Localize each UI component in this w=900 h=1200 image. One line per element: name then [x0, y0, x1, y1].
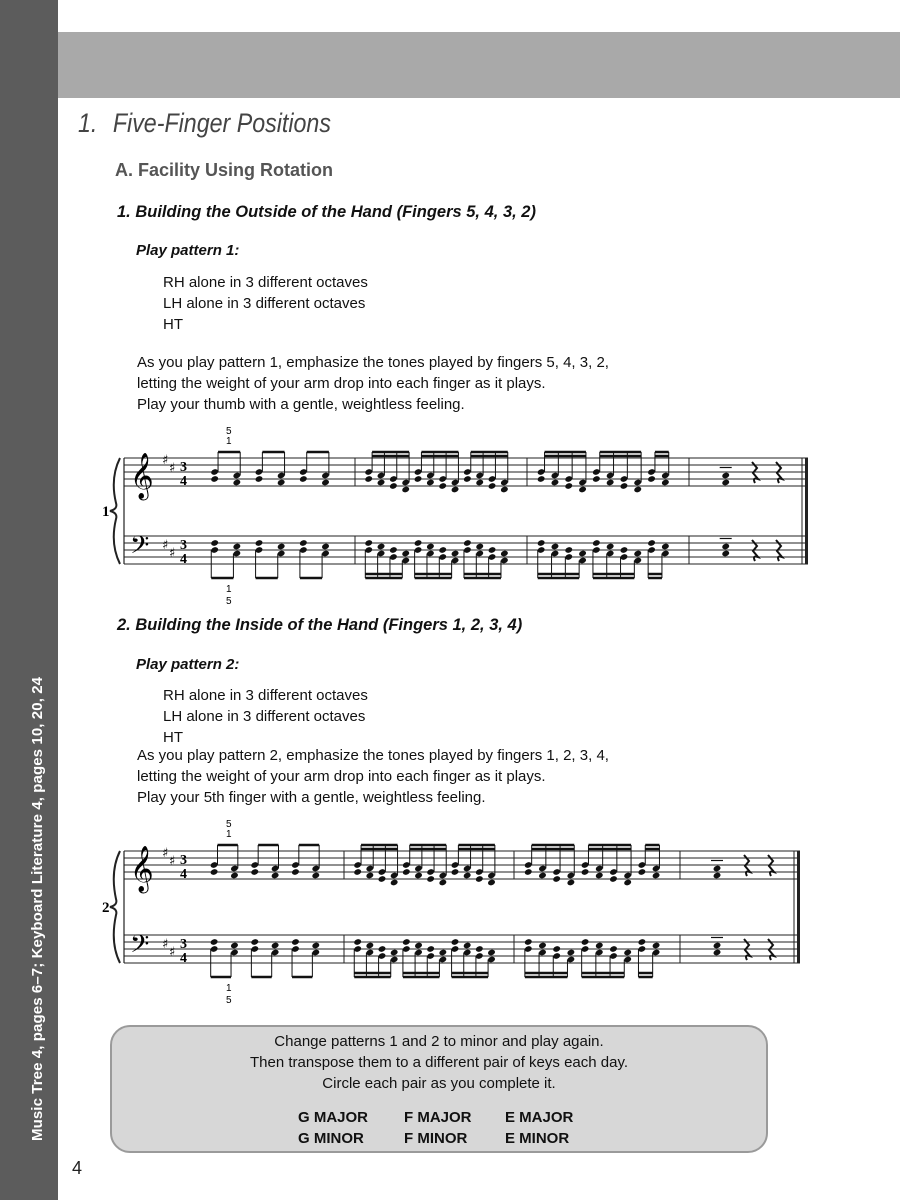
notehead — [364, 539, 373, 547]
notehead — [623, 949, 632, 957]
notehead — [377, 543, 386, 551]
notehead — [414, 539, 423, 547]
notehead — [487, 879, 496, 887]
notehead — [713, 949, 722, 957]
time-sig-bottom: 4 — [180, 951, 187, 966]
exercise-2-instruction: Play your 5th finger with a gentle, weightless feeling. — [137, 789, 486, 806]
exercise-2-pattern-label: Play pattern 2: — [136, 656, 240, 673]
notehead — [475, 875, 484, 883]
time-sig-bottom: 4 — [180, 474, 187, 489]
notehead — [277, 543, 286, 551]
time-sig-top: 3 — [180, 853, 187, 868]
notehead — [321, 543, 330, 551]
fingering: 1 — [226, 829, 232, 840]
notehead — [647, 475, 656, 483]
notehead — [299, 539, 308, 547]
exercise-1-step: LH alone in 3 different octaves — [163, 295, 366, 312]
notehead — [438, 546, 447, 554]
notehead — [538, 872, 547, 880]
notehead — [606, 479, 615, 487]
notehead — [321, 479, 330, 487]
book-reference: Music Tree 4, pages 6–7; Keyboard Literature 4, pages 10, 20, 24 — [29, 676, 46, 1141]
notehead — [475, 479, 484, 487]
sharp: ♯ — [169, 854, 176, 869]
notehead — [524, 938, 533, 946]
fingering: 5 — [226, 819, 232, 830]
notehead — [414, 475, 423, 483]
notehead — [366, 942, 375, 950]
fingering: 1 — [226, 584, 232, 595]
notehead — [551, 479, 560, 487]
treble-clef: 𝄞 — [130, 453, 154, 499]
fingering: 5 — [226, 426, 232, 437]
notehead — [401, 550, 410, 558]
notehead — [564, 546, 573, 554]
notehead — [475, 543, 484, 551]
notehead — [592, 475, 601, 483]
time-sig-bottom: 4 — [180, 552, 187, 567]
notehead — [487, 949, 496, 957]
notehead — [567, 879, 576, 887]
fingering: 1 — [226, 436, 232, 447]
notehead — [661, 479, 670, 487]
notehead — [210, 868, 219, 876]
notehead — [311, 872, 320, 880]
notehead — [426, 875, 435, 883]
notehead — [524, 868, 533, 876]
sharp: ♯ — [162, 538, 169, 553]
treble-clef: 𝄞 — [130, 846, 154, 892]
notehead — [609, 945, 618, 953]
notehead — [620, 546, 629, 554]
exercise-2-step: LH alone in 3 different octaves — [163, 708, 366, 725]
notehead — [538, 942, 547, 950]
sharp: ♯ — [162, 453, 169, 468]
key-f-major: F MAJOR — [404, 1109, 472, 1126]
notehead — [451, 486, 460, 494]
notehead — [552, 875, 561, 883]
notehead — [451, 550, 460, 558]
notehead — [500, 486, 509, 494]
notehead — [250, 938, 259, 946]
notehead — [500, 550, 509, 558]
system-number: 2 — [102, 900, 110, 916]
note-line: Change patterns 1 and 2 to minor and play again. — [274, 1033, 604, 1050]
page-number: 4 — [72, 1158, 83, 1178]
notehead — [647, 539, 656, 547]
key-g-minor: G MINOR — [298, 1130, 364, 1147]
notehead — [721, 472, 730, 480]
notehead — [250, 868, 259, 876]
note-line: Then transpose them to a different pair of keys each day. — [250, 1054, 628, 1071]
notehead — [463, 475, 472, 483]
notehead — [592, 539, 601, 547]
notehead — [551, 543, 560, 551]
notehead — [652, 872, 661, 880]
exercise-1-step: RH alone in 3 different octaves — [163, 274, 368, 291]
notehead — [366, 872, 375, 880]
notehead — [606, 543, 615, 551]
notehead — [609, 875, 618, 883]
notehead — [475, 945, 484, 953]
note-line: Circle each pair as you complete it. — [322, 1075, 556, 1092]
notehead — [463, 539, 472, 547]
notehead — [633, 550, 642, 558]
notehead — [713, 942, 722, 950]
notehead — [390, 949, 399, 957]
notehead — [463, 942, 472, 950]
sharp: ♯ — [169, 945, 176, 960]
notehead — [389, 482, 398, 490]
notehead — [451, 868, 460, 876]
notehead — [271, 942, 280, 950]
fingering: 1 — [226, 983, 232, 994]
notehead — [389, 546, 398, 554]
notehead — [378, 875, 387, 883]
sharp: ♯ — [169, 546, 176, 561]
notehead — [255, 539, 264, 547]
notehead — [377, 479, 386, 487]
music-system-2 — [100, 815, 820, 1010]
side-tab — [0, 0, 58, 1200]
time-sig-top: 3 — [180, 460, 187, 475]
exercise-2-title: 2. Building the Inside of the Hand (Fingers 1, 2, 3, 4) — [117, 616, 523, 634]
brace — [110, 458, 120, 564]
notehead — [713, 865, 722, 873]
sharp: ♯ — [162, 937, 169, 952]
exercise-1-pattern-label: Play pattern 1: — [136, 242, 240, 259]
notehead — [426, 543, 435, 551]
notehead — [230, 942, 239, 950]
subheading: A. Facility Using Rotation — [115, 160, 334, 180]
key-f-minor: F MINOR — [404, 1130, 468, 1147]
notehead — [595, 872, 604, 880]
exercise-2-instruction: As you play pattern 2, emphasize the tones played by fingers 1, 2, 3, 4, — [137, 747, 609, 764]
notehead — [638, 868, 647, 876]
header-band — [58, 32, 900, 98]
notehead — [721, 479, 730, 487]
exercise-2-step: RH alone in 3 different octaves — [163, 687, 368, 704]
notehead — [426, 945, 435, 953]
notehead — [390, 879, 399, 887]
notehead — [299, 475, 308, 483]
notehead — [595, 942, 604, 950]
notehead — [552, 945, 561, 953]
notehead — [353, 938, 362, 946]
notehead — [364, 475, 373, 483]
notehead — [537, 475, 546, 483]
notehead — [633, 486, 642, 494]
notehead — [652, 942, 661, 950]
notehead — [402, 938, 411, 946]
section-number: 1. — [78, 108, 98, 138]
notehead — [564, 482, 573, 490]
notehead — [721, 543, 730, 551]
notehead — [311, 942, 320, 950]
notehead — [210, 539, 219, 547]
fingering: 5 — [226, 596, 232, 607]
notehead — [291, 938, 300, 946]
section-title-text: Five-Finger Positions — [112, 108, 331, 138]
notehead — [401, 486, 410, 494]
fingering: 5 — [226, 995, 232, 1006]
exercise-1-instruction: letting the weight of your arm drop into each finger as it plays. — [137, 375, 546, 392]
notehead — [721, 550, 730, 558]
notehead — [488, 546, 497, 554]
sharp: ♯ — [169, 461, 176, 476]
notehead — [210, 475, 219, 483]
notehead — [578, 486, 587, 494]
notehead — [581, 938, 590, 946]
notehead — [233, 479, 242, 487]
bass-clef: 𝄢 — [130, 531, 150, 566]
notehead — [414, 872, 423, 880]
exercise-2-step: HT — [163, 729, 183, 746]
notehead — [661, 543, 670, 551]
notehead — [277, 479, 286, 487]
notehead — [488, 482, 497, 490]
notehead — [353, 868, 362, 876]
notehead — [414, 942, 423, 950]
practice-note-box — [110, 1025, 768, 1153]
key-e-major: E MAJOR — [505, 1109, 574, 1126]
notehead — [438, 482, 447, 490]
notehead — [713, 872, 722, 880]
time-sig-top: 3 — [180, 538, 187, 553]
notehead — [255, 475, 264, 483]
notehead — [578, 550, 587, 558]
key-g-major: G MAJOR — [298, 1109, 369, 1126]
time-sig-top: 3 — [180, 937, 187, 952]
notehead — [439, 949, 448, 957]
notehead — [230, 872, 239, 880]
notehead — [439, 879, 448, 887]
exercise-1-instruction: As you play pattern 1, emphasize the tones played by fingers 5, 4, 3, 2, — [137, 354, 609, 371]
music-system-1 — [100, 420, 820, 610]
notehead — [537, 539, 546, 547]
notehead — [623, 879, 632, 887]
exercise-1-title: 1. Building the Outside of the Hand (Fingers 5, 4, 3, 2) — [117, 203, 536, 221]
notehead — [581, 868, 590, 876]
notehead — [638, 938, 647, 946]
exercise-1-step: HT — [163, 316, 183, 333]
notehead — [210, 938, 219, 946]
notehead — [451, 938, 460, 946]
notehead — [271, 872, 280, 880]
notehead — [402, 868, 411, 876]
notehead — [291, 868, 300, 876]
section-title — [78, 108, 331, 139]
sharp: ♯ — [162, 846, 169, 861]
notehead — [233, 543, 242, 551]
exercise-1-instruction: Play your thumb with a gentle, weightless feeling. — [137, 396, 465, 413]
notehead — [620, 482, 629, 490]
bass-clef: 𝄢 — [130, 930, 150, 965]
exercise-2-instruction: letting the weight of your arm drop into each finger as it plays. — [137, 768, 546, 785]
time-sig-bottom: 4 — [180, 867, 187, 882]
notehead — [426, 479, 435, 487]
notehead — [378, 945, 387, 953]
key-e-minor: E MINOR — [505, 1130, 570, 1147]
notehead — [463, 872, 472, 880]
system-number: 1 — [102, 504, 110, 520]
brace — [110, 851, 120, 963]
notehead — [567, 949, 576, 957]
